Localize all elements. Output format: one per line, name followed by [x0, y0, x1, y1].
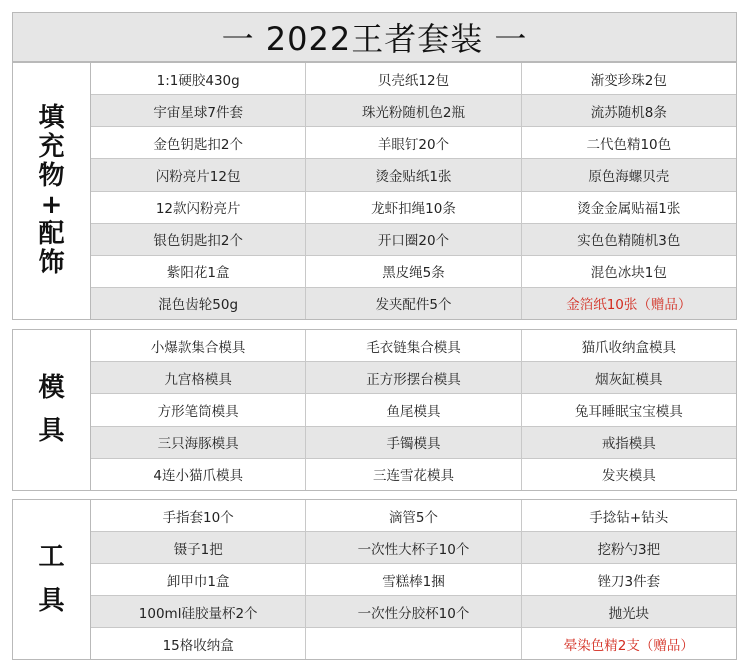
section-label: [13, 500, 91, 659]
item-cell: 挖粉勺3把: [597, 541, 661, 558]
item-cell: 手捻钻+钻头: [589, 509, 669, 526]
section-label: [13, 63, 91, 319]
item-grid: [91, 63, 736, 319]
table-row: [91, 394, 736, 426]
section-label-char: 具: [38, 416, 65, 446]
item-cell: 滴管5个: [306, 500, 521, 531]
item-cell: 正方形摆台模具: [306, 362, 521, 393]
item-cell: 15格收纳盒: [91, 628, 306, 659]
item-cell: 宇宙星球7件套: [91, 95, 306, 126]
section-label-char: +: [40, 190, 63, 220]
section-fillers-accessories: [12, 62, 737, 320]
table-row: [91, 628, 736, 659]
item-cell: 戒指模具: [601, 436, 656, 453]
item-cell: 手镯模具: [306, 427, 521, 458]
item-cell: 兔耳睡眠宝宝模具: [574, 404, 683, 420]
table-row: [91, 427, 736, 459]
section-molds: [12, 329, 737, 491]
item-cell: 手指套10个: [91, 500, 306, 531]
item-cell: 龙虾扣绳10条: [306, 192, 521, 223]
item-cell: 一次性大杯子10个: [306, 532, 521, 563]
item-cell: 三连雪花模具: [306, 459, 521, 490]
item-cell: 原色海螺贝壳: [588, 168, 670, 185]
item-cell: 银色钥匙扣2个: [91, 224, 306, 255]
section-label: [13, 330, 91, 490]
item-cell: 猫爪收纳盒模具: [581, 339, 677, 356]
item-cell: 贝壳纸12包: [306, 63, 521, 94]
item-grid: [91, 500, 736, 659]
item-cell: 发夹配件5个: [306, 288, 521, 319]
item-cell: 发夹模具: [601, 468, 656, 485]
table-row: [91, 224, 736, 256]
item-cell: 珠光粉随机色2瓶: [306, 95, 521, 126]
item-cell: 毛衣链集合模具: [306, 330, 521, 361]
table-row: [91, 330, 736, 362]
item-cell: 黑皮绳5条: [306, 256, 521, 287]
item-cell: 锉刀3件套: [597, 573, 661, 590]
item-cell: 烫金贴纸1张: [306, 159, 521, 190]
item-grid: [91, 330, 736, 490]
item-cell: [306, 628, 521, 659]
table-row: [91, 159, 736, 191]
item-cell: 三只海豚模具: [91, 427, 306, 458]
page-title: 一 2022王者套装 一: [12, 12, 737, 62]
section-label-char: 物: [38, 160, 65, 191]
gift-item-cell: 金箔纸10张（赠品）: [566, 297, 692, 314]
table-row: [91, 362, 736, 394]
item-cell: 1:1硬胶430g: [91, 63, 306, 94]
section-label-char: 饰: [38, 248, 65, 279]
item-cell: 开口圈20个: [306, 224, 521, 255]
item-cell: 4连小猫爪模具: [91, 459, 306, 490]
section-tools: [12, 499, 737, 660]
item-cell: 九宫格模具: [91, 362, 306, 393]
section-label-char: 配: [38, 219, 65, 250]
table-row: [91, 459, 736, 490]
item-cell: 抛光块: [608, 605, 650, 622]
item-cell: 闪粉亮片12包: [91, 159, 306, 190]
item-cell: 鱼尾模具: [306, 394, 521, 425]
item-cell: 流苏随机8条: [590, 104, 667, 121]
item-cell: 实色色精随机3色: [577, 233, 681, 250]
item-cell: 100ml硅胶量杯2个: [91, 596, 306, 627]
table-row: [91, 95, 736, 127]
table-row: [91, 596, 736, 628]
item-cell: 混色齿轮50g: [91, 288, 306, 319]
item-cell: 方形笔筒模具: [91, 394, 306, 425]
table-row: [91, 564, 736, 596]
table-row: [91, 532, 736, 564]
item-cell: 小爆款集合模具: [91, 330, 306, 361]
item-cell: 羊眼钉20个: [306, 127, 521, 158]
item-cell: 烟灰缸模具: [595, 371, 663, 388]
table-row: [91, 192, 736, 224]
item-cell: 紫阳花1盒: [91, 256, 306, 287]
item-cell: 渐变珍珠2包: [590, 72, 667, 89]
table-row: [91, 256, 736, 288]
item-cell: 烫金金属贴福1张: [577, 201, 681, 218]
section-label-char: 充: [38, 131, 65, 162]
section-label-char: 填: [38, 102, 65, 133]
table-row: [91, 288, 736, 319]
gift-item-cell: 晕染色精2支（赠品）: [563, 637, 694, 654]
item-cell: 镊子1把: [91, 532, 306, 563]
item-cell: 混色冰块1包: [590, 265, 667, 282]
section-label-char: 工: [38, 542, 65, 573]
item-cell: 金色钥匙扣2个: [91, 127, 306, 158]
table-row: [91, 127, 736, 159]
section-label-char: 具: [38, 585, 65, 616]
section-label-char: 模: [38, 372, 65, 403]
table-row: [91, 500, 736, 532]
item-cell: 雪糕棒1捆: [306, 564, 521, 595]
table-row: [91, 63, 736, 95]
item-cell: 二代色精10色: [586, 136, 672, 153]
item-cell: 卸甲巾1盒: [91, 564, 306, 595]
item-cell: 12款闪粉亮片: [91, 192, 306, 223]
item-cell: 一次性分胶杯10个: [306, 596, 521, 627]
